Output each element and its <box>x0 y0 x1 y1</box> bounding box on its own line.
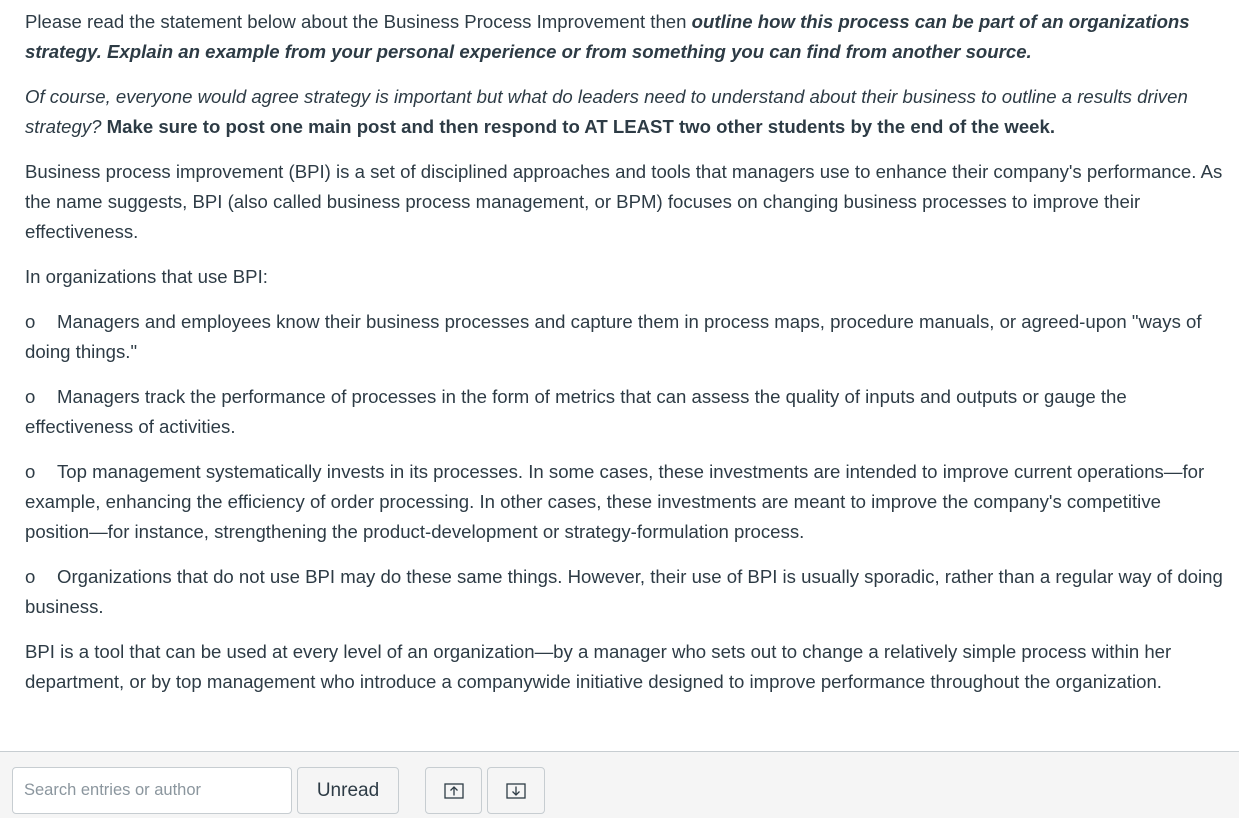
posting-requirement: Make sure to post one main post and then respond to AT LEAST two other students by the end of the week. <box>106 116 1056 137</box>
bullet-text: Managers and employees know their business processes and capture them in process maps, procedure manuals, or agreed-upon "ways of doing things." <box>25 311 1202 362</box>
bullet-text: Organizations that do not use BPI may do these same things. However, their use of BPI is usually sporadic, rather than a regular way of doing business. <box>25 566 1223 617</box>
strategy-question: Of course, everyone would agree strategy is important but what do leaders need to understand about their business to outline a results driven strategy? <box>25 86 1188 137</box>
bullet-item <box>25 457 1225 547</box>
bullet-text: Top management systematically invests in its processes. In some cases, these investments are intended to improve current operations—for example, enhancing the efficiency of order processing. In other cases, these investments are meant to improve the company's competitive position—for instance, strengthening the product-development or strategy-formulation process. <box>25 461 1205 542</box>
expand-threads-button[interactable] <box>487 767 545 814</box>
instructions-paragraph <box>25 7 1225 67</box>
bullet-text: Managers track the performance of processes in the form of metrics that can assess the quality of inputs and outputs or gauge the effectiveness of activities. <box>25 386 1127 437</box>
bullet-marker: o <box>25 566 36 587</box>
collapse-threads-button[interactable] <box>425 767 482 814</box>
bullet-marker: o <box>25 461 36 482</box>
bpi-intro-paragraph: In organizations that use BPI: <box>25 266 268 287</box>
bullet-item <box>25 382 1225 442</box>
bullet-marker: o <box>25 311 36 332</box>
unread-filter-button[interactable]: Unread <box>297 767 399 814</box>
discussion-toolbar <box>0 751 1239 818</box>
strategy-question-paragraph <box>25 82 1225 142</box>
bullet-marker: o <box>25 386 36 407</box>
bpi-levels-paragraph: BPI is a tool that can be used at every level of an organization—by a manager who sets out to change a relatively simple process within her department, or by top management who introduce a companywide initiative designed to improve performance throughout the organization. <box>25 641 1172 692</box>
arrow-up-from-bracket-icon <box>444 783 464 799</box>
bullet-item <box>25 307 1225 367</box>
instructions-emphasis: outline how this process can be part of an organizations strategy. Explain an example from your personal experience or from something you can find from another source. <box>25 11 1190 62</box>
arrow-down-into-bracket-icon <box>506 783 526 799</box>
instructions-lead: Please read the statement below about the Business Process Improvement then <box>25 11 692 32</box>
search-entries-input[interactable] <box>12 767 292 814</box>
bpi-definition-paragraph: Business process improvement (BPI) is a set of disciplined approaches and tools that managers use to enhance their company's performance. As the name suggests, BPI (also called business process management, or BPM) focuses on changing business processes to improve their effectiveness. <box>25 161 1223 242</box>
discussion-prompt <box>25 7 1225 712</box>
bullet-item <box>25 562 1225 622</box>
